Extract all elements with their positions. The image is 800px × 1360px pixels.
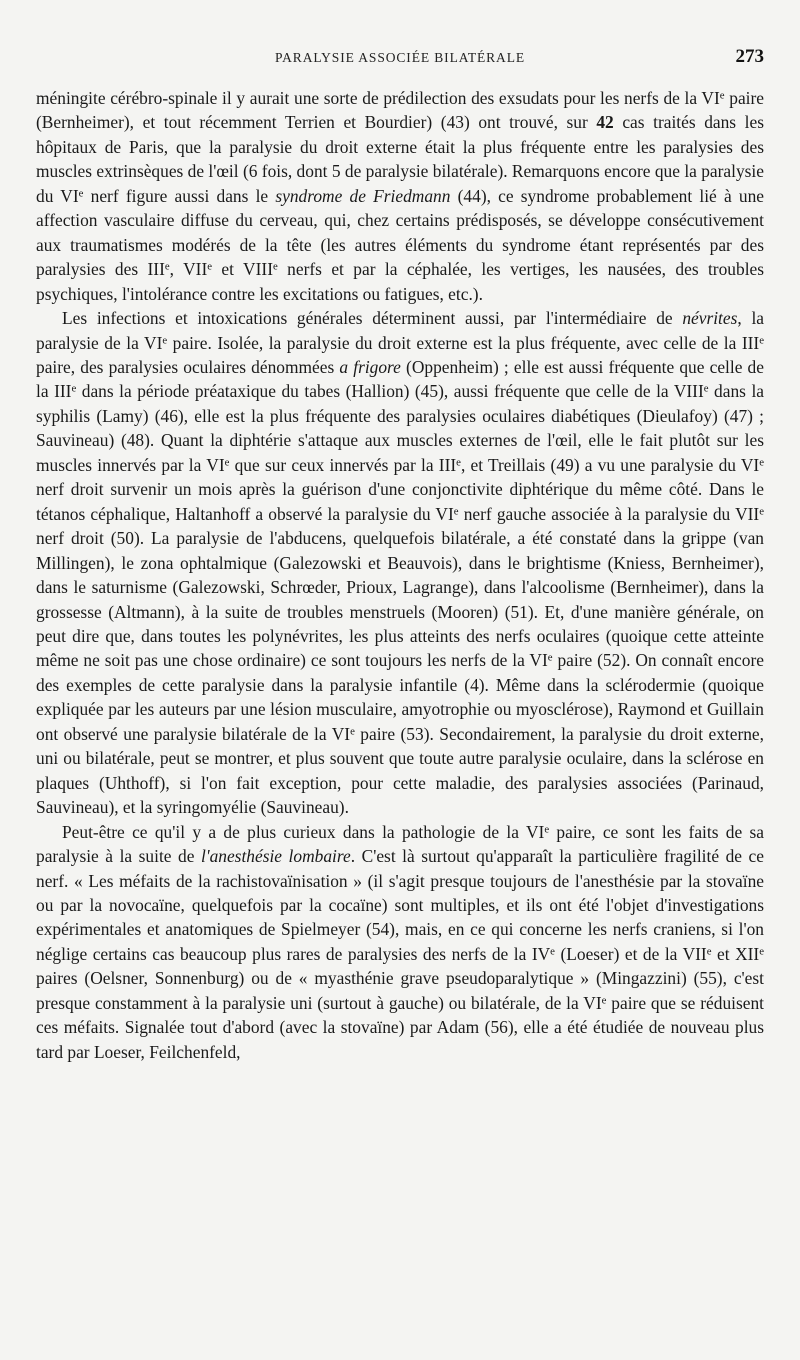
text-run: e (719, 89, 725, 102)
text-run: e (706, 945, 712, 958)
text-run: (Oppenheim) ; elle est aussi fréquente que celle de la III (36, 356, 764, 402)
page-number: 273 (735, 46, 764, 67)
book-page (36, 0, 764, 1360)
text-run: cas traités dans les hôpitaux de Paris, que la paralysie du droit externe était la plus fréquente entre les paralysies des muscles extrinsèques de l'œil (6 fois, dont 5 de paralysie bilatérale). Remarquons encore que la paralysie du VI (36, 112, 764, 206)
text-run: et VIII (212, 259, 273, 280)
text-run: e (350, 725, 355, 738)
text-run: paire. Isolée, la paralysie du droit externe est la plus fréquente, avec celle de la III (167, 332, 760, 353)
text-run: a frigore (339, 356, 401, 377)
text-run: Peut-être ce qu'il y a de plus curieux dans la pathologie de la VI (62, 821, 545, 842)
text-run: paire, des paralysies oculaires dénommées (36, 356, 340, 377)
text-run: e (759, 505, 764, 518)
text-run: nerf droit (50). La paralysie de l'abducens, quelquefois bilatérale, a été constaté dans la grippe (van Millingen), le zona ophtalmique (Galezowski et Beauvois), dans le brightisme (Kniess, Bernheimer), dans le saturnisme (Galezowski, Schrœder, Prioux, Lagrange), dans l'alcoolisme (Bernheimer), dans la grossesse (Altmann), à la suite de troubles menstruels (Mooren) (51). Et, d'une manière générale, on peut dire que, dans toutes les polynévrites, les plus atteints des nerfs oculaires (quoique cette atteinte même ne soit pas une chose ordinaire) ce sont toujours les nerfs de la VI (36, 528, 764, 671)
text-run: e (550, 945, 555, 958)
text-run: et XII (711, 943, 760, 964)
text-run: e (456, 456, 461, 469)
text-run: paire que se réduisent ces méfaits. Signalée tout d'abord (avec la stovaïne) par Adam (56), elle a été étudiée de nouveau plus tard par Loeser, Feilchenfeld, (36, 992, 764, 1062)
text-run: paire (52). On connaît encore des exemples de cette paralysie dans la paralysie infantile (4). Même dans la sclérodermie (quoique expliquée par les auteurs par une lésion musculaire, amyotrophie ou myosclérose), Raymond et Guillain ont observé une paralysie bilatérale de la VI (36, 650, 764, 744)
paragraph-3 (36, 820, 764, 1065)
text-run: e (224, 456, 230, 469)
text-run: paire, ce sont les faits de sa paralysie à la suite de (36, 821, 764, 867)
text-run: névrites (682, 308, 738, 329)
text-run: nerfs et par la céphalée, les vertiges, les nausées, des troubles psychiques, l'intolérance contre les excitations ou fatigues, etc.). (36, 259, 765, 304)
text-run: . C'est là surtout qu'apparaît la particulière fragilité de ce nerf. « Les méfaits de la rachistovaïnisation » (il s'agit presque toujours de l'anesthésie par la stovaïne ou par la novocaïne, quelquefois par la cocaïne) sont multiples, et ils ont été l'objet d'investigations expérimentales et anatomiques de Spielmeyer (54), mais, en ce qui concerne les nerfs craniens, si l'on néglige certains cas beaucoup plus rares de paralysies des nerfs de la IV (36, 846, 764, 964)
text-run: nerf gauche associée à la paralysie du VII (458, 503, 760, 524)
text-run: e (164, 260, 170, 273)
text-run: e (759, 334, 764, 347)
text-run: paire (Bernheimer), et tout récemment Terrien et Bourdier) (43) ont trouvé, sur (36, 88, 765, 133)
text-run: nerf figure aussi dans le (83, 185, 276, 206)
text-run: paire (53). Secondairement, la paralysie du droit externe, uni ou bilatérale, peut se montrer, et plus souvent que toute autre paralysie oculaire, dans la sclérose en plaques (Uhthoff), si l'on fait exception, pour cette maladie, des paralysies associées (Parinaud, Sauvineau), et la syringomyélie (Sauvineau). (36, 723, 765, 818)
text-run: , VII (169, 259, 208, 280)
text-run: e (273, 260, 278, 273)
text-run: méningite cérébro-spinale il y aurait une sorte de prédilection des exsudats pour les nerfs de la VI (36, 88, 720, 108)
text-run: e (759, 945, 765, 958)
text-run: e (162, 334, 168, 347)
paragraph-1 (36, 86, 764, 306)
text-run: e (601, 994, 607, 1007)
text-run: Les infections et intoxications générales déterminent aussi, par l'intermédiaire de (62, 308, 683, 329)
page-header (36, 46, 764, 74)
text-run: e (547, 652, 553, 665)
text-run: e (759, 456, 765, 469)
text-run: e (78, 187, 84, 200)
text-run: que sur ceux innervés par la III (229, 454, 457, 475)
text-run: e (71, 383, 77, 396)
text-run: e (544, 823, 550, 836)
text-run: (44), ce syndrome probablement lié à une affection vasculaire diffuse du cerveau, qui, chez certains prédisposés, se développe consécutivement aux traumatismes modérés de la tête (les autres éléments du syndrome étant représentés par des paralysies des III (36, 185, 765, 280)
text-run: l'anesthésie lombaire (201, 846, 351, 867)
text-run: 42 (596, 112, 614, 133)
text-run: e (703, 383, 709, 396)
body-text (36, 86, 764, 1064)
text-run: , la paralysie de la VI (36, 308, 765, 353)
text-run: e (207, 260, 213, 273)
text-run: syndrome de Friedmann (275, 185, 451, 206)
text-run: e (453, 505, 459, 518)
text-run: paires (Oelsner, Sonnenburg) ou de « myasthénie grave pseudoparalytique » (Mingazzini) (55), c'est presque constamment à la paralysie uni (surtout à gauche) ou bilatérale, de la VI (36, 968, 764, 1013)
running-head: PARALYSIE ASSOCIÉE BILATÉRALE (274, 50, 526, 65)
text-run: dans la syphilis (Lamy) (46), elle est la plus fréquente des paralysies oculaires diabétiques (Dieulafoy) (47) ; Sauvineau) (48). Quant la diphtérie s'attaque aux muscles externes de l'œil, elle le fait plutôt sur les muscles innervés par la VI (36, 381, 765, 475)
text-run: dans la période préataxique du tabes (Hallion) (45), aussi fréquente que celle de la VIII (76, 381, 704, 402)
text-run: nerf droit survenir un mois après la guérison d'une conjonctivite diphtérique du même côté. Dans le tétanos céphalique, Haltanhoff a observé la paralysie du VI (36, 479, 764, 524)
paragraph-2 (36, 306, 764, 820)
text-run: (Loeser) et de la VII (554, 943, 707, 964)
text-run: , et Treillais (49) a vu une paralysie du VI (460, 454, 760, 475)
